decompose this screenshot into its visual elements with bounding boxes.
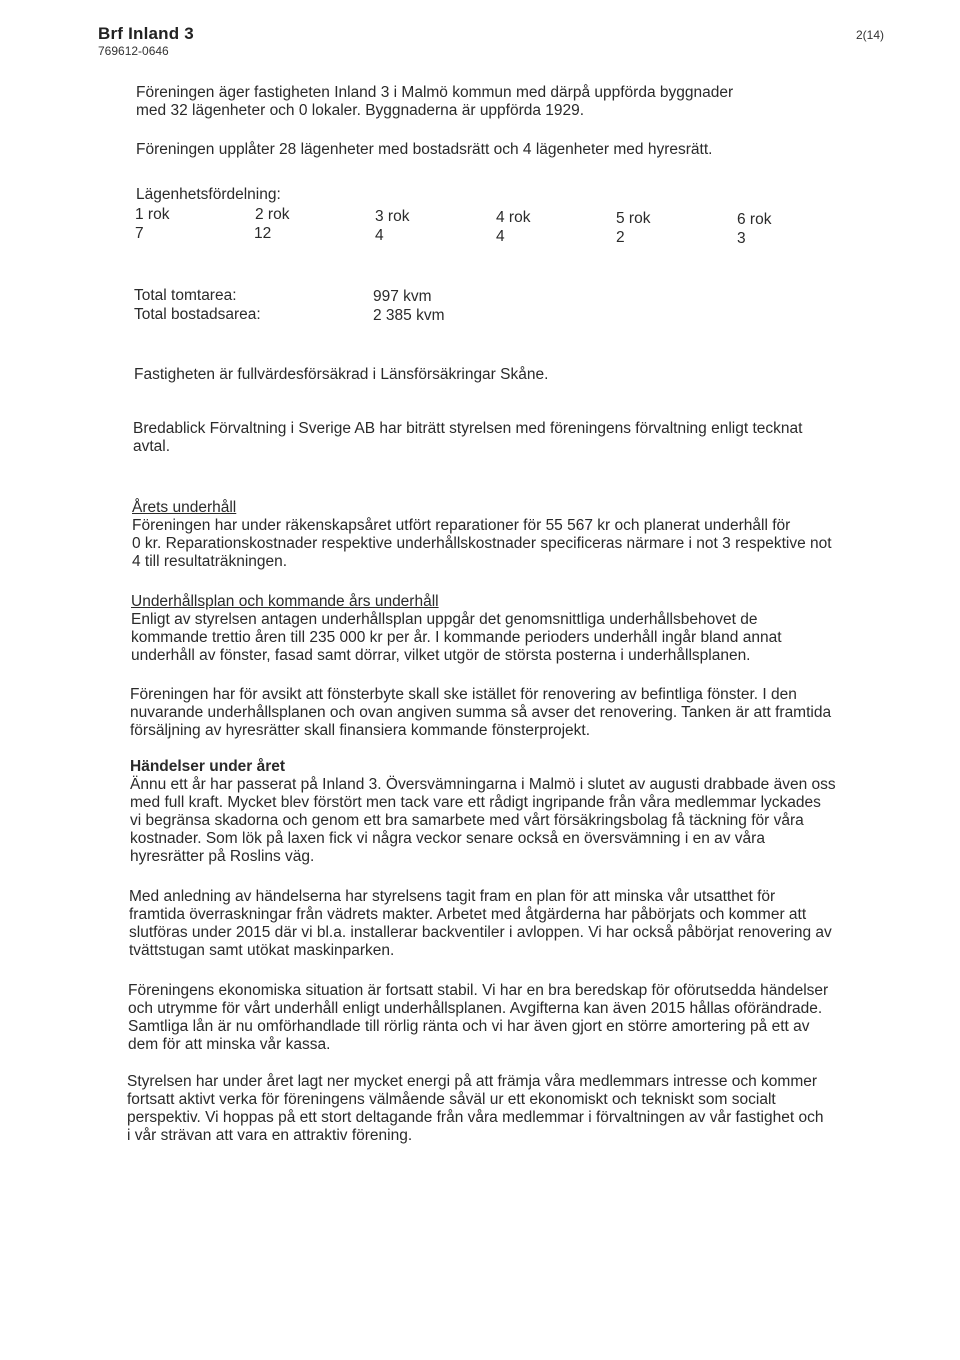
text-line: Ännu ett år har passerat på Inland 3. Översvämningarna i Malmö i slutet av augusti drabbade även oss xyxy=(130,776,836,793)
text-line: framtida överraskningar från vädrets makter. Arbetet med åtgärderna har påbörjats och kommer att xyxy=(129,906,807,923)
text-line: Styrelsen har under året lagt ner mycket energi på att främja våra medlemmars intresse och kommer xyxy=(127,1073,818,1090)
text-line: kostnader. Som lök på laxen fick vi några veckor senare också en översvämning i en av våra xyxy=(130,830,765,847)
distribution-count: 7 xyxy=(135,225,144,242)
intro-paragraph-1 xyxy=(136,84,733,120)
arets-underhall-section xyxy=(132,499,832,571)
text-line: underhåll av fönster, fasad samt dörrar, vilket utgör de största posterna i underhållsplanen. xyxy=(131,647,751,664)
distribution-type: 5 rok xyxy=(616,210,651,227)
distribution-type: 1 rok xyxy=(135,206,170,223)
text-line: med full kraft. Mycket blev förstört men tack vare ett rådigt ingripande från våra medlemmar lyckades xyxy=(130,794,821,811)
underhallsplan-section xyxy=(131,593,782,665)
distribution-type: 2 rok xyxy=(255,206,290,223)
handelser-paragraph-2 xyxy=(129,888,832,960)
distribution-count: 4 xyxy=(375,227,384,244)
text-line: vi begränsa skadorna och genom ett bra samarbete med vårt försäkringsbolag få täckning för våra xyxy=(130,812,804,829)
text-line: i vår strävan att vara en attraktiv förening. xyxy=(127,1127,413,1144)
text-line: 4 till resultaträkningen. xyxy=(132,553,288,570)
text-line: Föreningen har för avsikt att fönsterbyte skall ske istället för renovering av befintliga fönster. I den xyxy=(130,686,797,703)
text-line: kommande trettio åren till 235 000 kr per år. I kommande perioders underhåll ingår bland annat xyxy=(131,629,782,646)
tomtarea-value: 997 kvm xyxy=(373,288,432,305)
distribution-label: Lägenhetsfördelning: xyxy=(136,186,281,203)
text-line: Föreningen äger fastigheten Inland 3 i Malmö kommun med därpå uppförda byggnader xyxy=(136,84,734,101)
text-line: med 32 lägenheter och 0 lokaler. Byggnaderna är uppförda 1929. xyxy=(136,102,585,119)
text-line: Föreningen har under räkenskapsåret utfört reparationer för 55 567 kr och planerat underhåll för xyxy=(132,517,791,534)
text-line: hyresrätter på Roslins väg. xyxy=(130,848,315,865)
text-line: nuvarande underhållsplanen och ovan angiven summa så avser det renovering. Tanken är att framtida xyxy=(130,704,832,721)
handelser-paragraph-4 xyxy=(127,1073,823,1145)
text-line: 0 kr. Reparationskostnader respektive underhållskostnader specificeras närmare i not 3 respektive not xyxy=(132,535,832,552)
text-line: tvättstugan samt utökat maskinparken. xyxy=(129,942,395,959)
distribution-count: 4 xyxy=(496,228,505,245)
distribution-type: 4 rok xyxy=(496,209,531,226)
document-title: Brf Inland 3 xyxy=(98,24,194,43)
bostadsarea-label: Total bostadsarea: xyxy=(134,306,261,323)
text-line: Föreningens ekonomiska situation är fortsatt stabil. Vi har en bra beredskap för oförutsedda händelser xyxy=(128,982,829,999)
insurance-paragraph xyxy=(134,366,548,384)
text-line: avtal. xyxy=(133,438,171,455)
distribution-count: 2 xyxy=(616,229,625,246)
text-line: Föreningen upplåter 28 lägenheter med bostadsrätt och 4 lägenheter med hyresrätt. xyxy=(136,141,713,158)
text-line: slutföras under 2015 där vi bl.a. installerar backventiler i avloppen. Vi har också påbörjat renovering av xyxy=(129,924,832,941)
text-line: försäljning av hyresrätter skall finansiera kommande fönsterprojekt. xyxy=(130,722,591,739)
text-line: fortsatt aktivt verka för föreningens välmående såväl ur ett ekonomiskt och tekniskt som socialt xyxy=(127,1091,776,1108)
page-number: 2(14) xyxy=(856,28,885,42)
section-heading: Händelser under året xyxy=(130,758,286,775)
text-line: och utrymme för vårt underhåll enligt underhållsplanen. Avgifterna kan även 2015 hållas oförändrade. xyxy=(128,1000,823,1017)
handelser-paragraph-3 xyxy=(128,982,828,1054)
handelser-section xyxy=(130,758,836,866)
text-line: dem för att minska vår kassa. xyxy=(128,1036,331,1053)
text-line: Fastigheten är fullvärdesförsäkrad i Länsförsäkringar Skåne. xyxy=(134,366,549,383)
distribution-type: 3 rok xyxy=(375,208,410,225)
management-paragraph xyxy=(133,420,802,456)
text-line: perspektiv. Vi hoppas på ett stort deltagande från våra medlemmar i förvaltningen av vår fastighet och xyxy=(127,1109,824,1126)
text-line: Med anledning av händelserna har styrelsens tagit fram en plan för att minska vår utsatthet för xyxy=(129,888,776,905)
section-heading: Årets underhåll xyxy=(132,499,237,516)
tomtarea-label: Total tomtarea: xyxy=(134,287,237,304)
bostadsarea-value: 2 385 kvm xyxy=(373,307,445,324)
distribution-count: 3 xyxy=(737,230,746,247)
text-line: Bredablick Förvaltning i Sverige AB har biträtt styrelsen med föreningens förvaltning enligt tecknat xyxy=(133,420,803,437)
distribution-type: 6 rok xyxy=(737,211,772,228)
intro-paragraph-2 xyxy=(136,141,712,159)
text-line: Samtliga lån är nu omförhandlade till rörlig ränta och vi har även gjort en större amortering på ett av xyxy=(128,1018,810,1035)
underhallsplan-paragraph-2 xyxy=(130,686,831,740)
section-heading: Underhållsplan och kommande års underhåll xyxy=(131,593,439,610)
text-line: Enligt av styrelsen antagen underhållsplan uppgår det genomsnittliga underhållsbehovet de xyxy=(131,611,758,628)
distribution-count: 12 xyxy=(254,225,272,242)
org-number: 769612-0646 xyxy=(98,44,169,58)
